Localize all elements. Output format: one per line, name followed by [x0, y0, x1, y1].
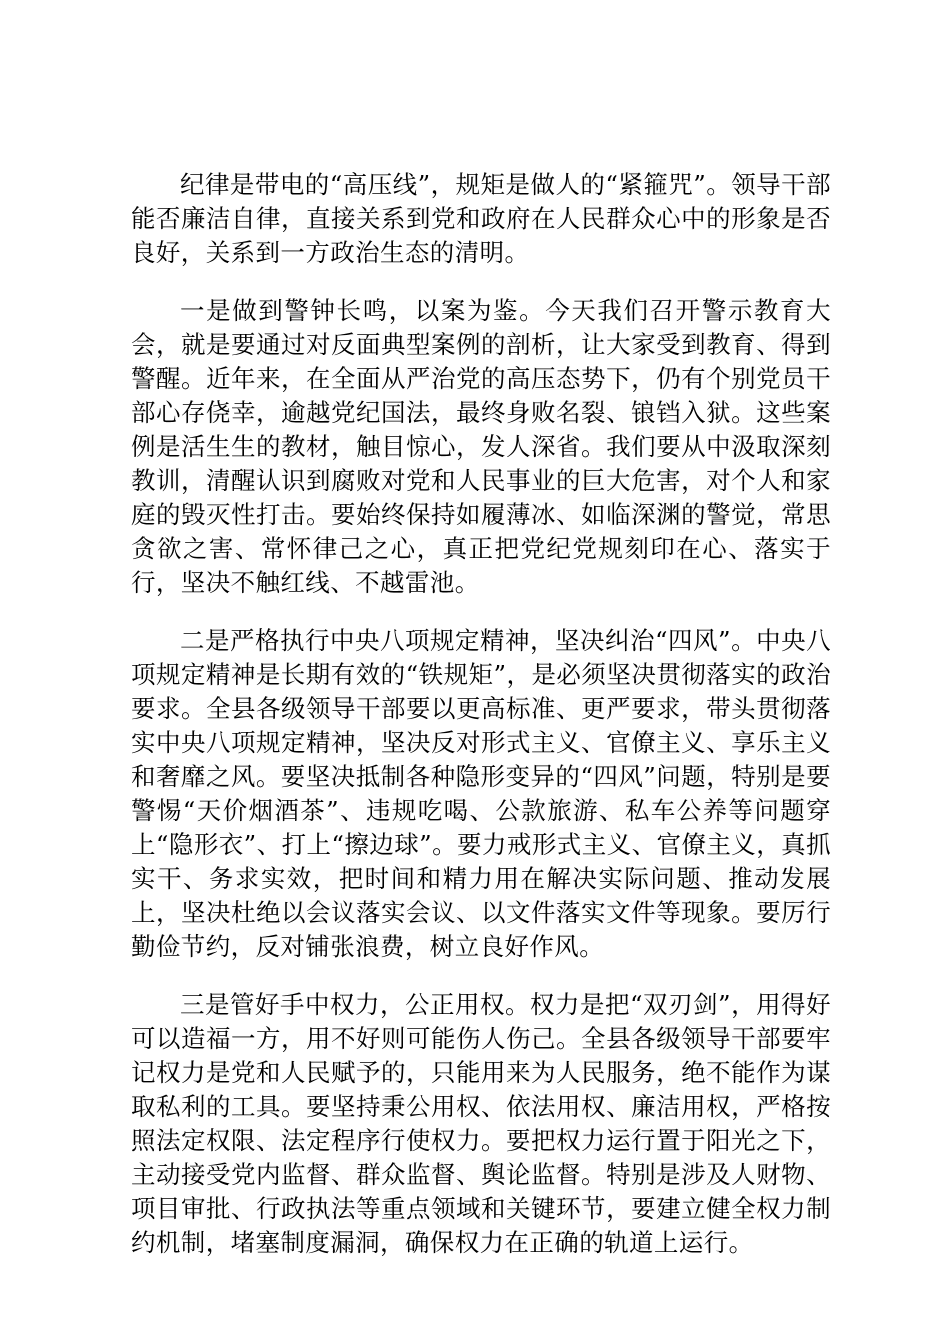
paragraph-point-one: 一是做到警钟长鸣，以案为鉴。今天我们召开警示教育大会，就是要通过对反面典型案例的剖析，让大家受到教育、得到警醒。近年来，在全面从严治党的高压态势下，仍有个别党员干部心存侥幸，逾越党纪国法，最终身败名裂、锒铛入狱。这些案例是活生生的教材，触目惊心，发人深省。我们要从中汲取深刻教训，清醒认识到腐败对党和人民事业的巨大危害，对个人和家庭的毁灭性打击。要始终保持如履薄冰、如临深渊的警觉，常思贪欲之害、常怀律己之心，真正把党纪党规刻印在心、落实于行，坚决不触红线、不越雷池。 [131, 296, 831, 597]
paragraph-point-three: 三是管好手中权力，公正用权。权力是把“双刃剑”，用得好可以造福一方，用不好则可能伤人伤己。全县各级领导干部要牢记权力是党和人民赋予的，只能用来为人民服务，绝不能作为谋取私利的工具。要坚持秉公用权、依法用权、廉洁用权，严格按照法定权限、法定程序行使权力。要把权力运行置于阳光之下，主动接受党内监督、群众监督、舆论监督。特别是涉及人财物、项目审批、行政执法等重点领域和关键环节，要建立健全权力制约机制，堵塞制度漏洞，确保权力在正确的轨道上运行。 [131, 990, 831, 1257]
document-body [131, 168, 831, 1284]
paragraph-intro: 纪律是带电的“高压线”，规矩是做人的“紧箍咒”。领导干部能否廉洁自律，直接关系到党和政府在人民群众心中的形象是否良好，关系到一方政治生态的清明。 [131, 170, 831, 267]
paragraph-point-two: 二是严格执行中央八项规定精神，坚决纠治“四风”。中央八项规定精神是长期有效的“铁规矩”，是必须坚决贯彻落实的政治要求。全县各级领导干部要以更高标准、更严要求，带头贯彻落实中央八项规定精神，坚决反对形式主义、官僚主义、享乐主义和奢靡之风。要坚决抵制各种隐形变异的“四风”问题，特别是要警惕“天价烟酒茶”、违规吃喝、公款旅游、私车公养等问题穿上“隐形衣”、打上“擦边球”。要力戒形式主义、官僚主义，真抓实干、务求实效，把时间和精力用在解决实际问题、推动发展上，坚决杜绝以会议落实会议、以文件落实文件等现象。要厉行勤俭节约，反对铺张浪费，树立良好作风。 [131, 626, 831, 961]
